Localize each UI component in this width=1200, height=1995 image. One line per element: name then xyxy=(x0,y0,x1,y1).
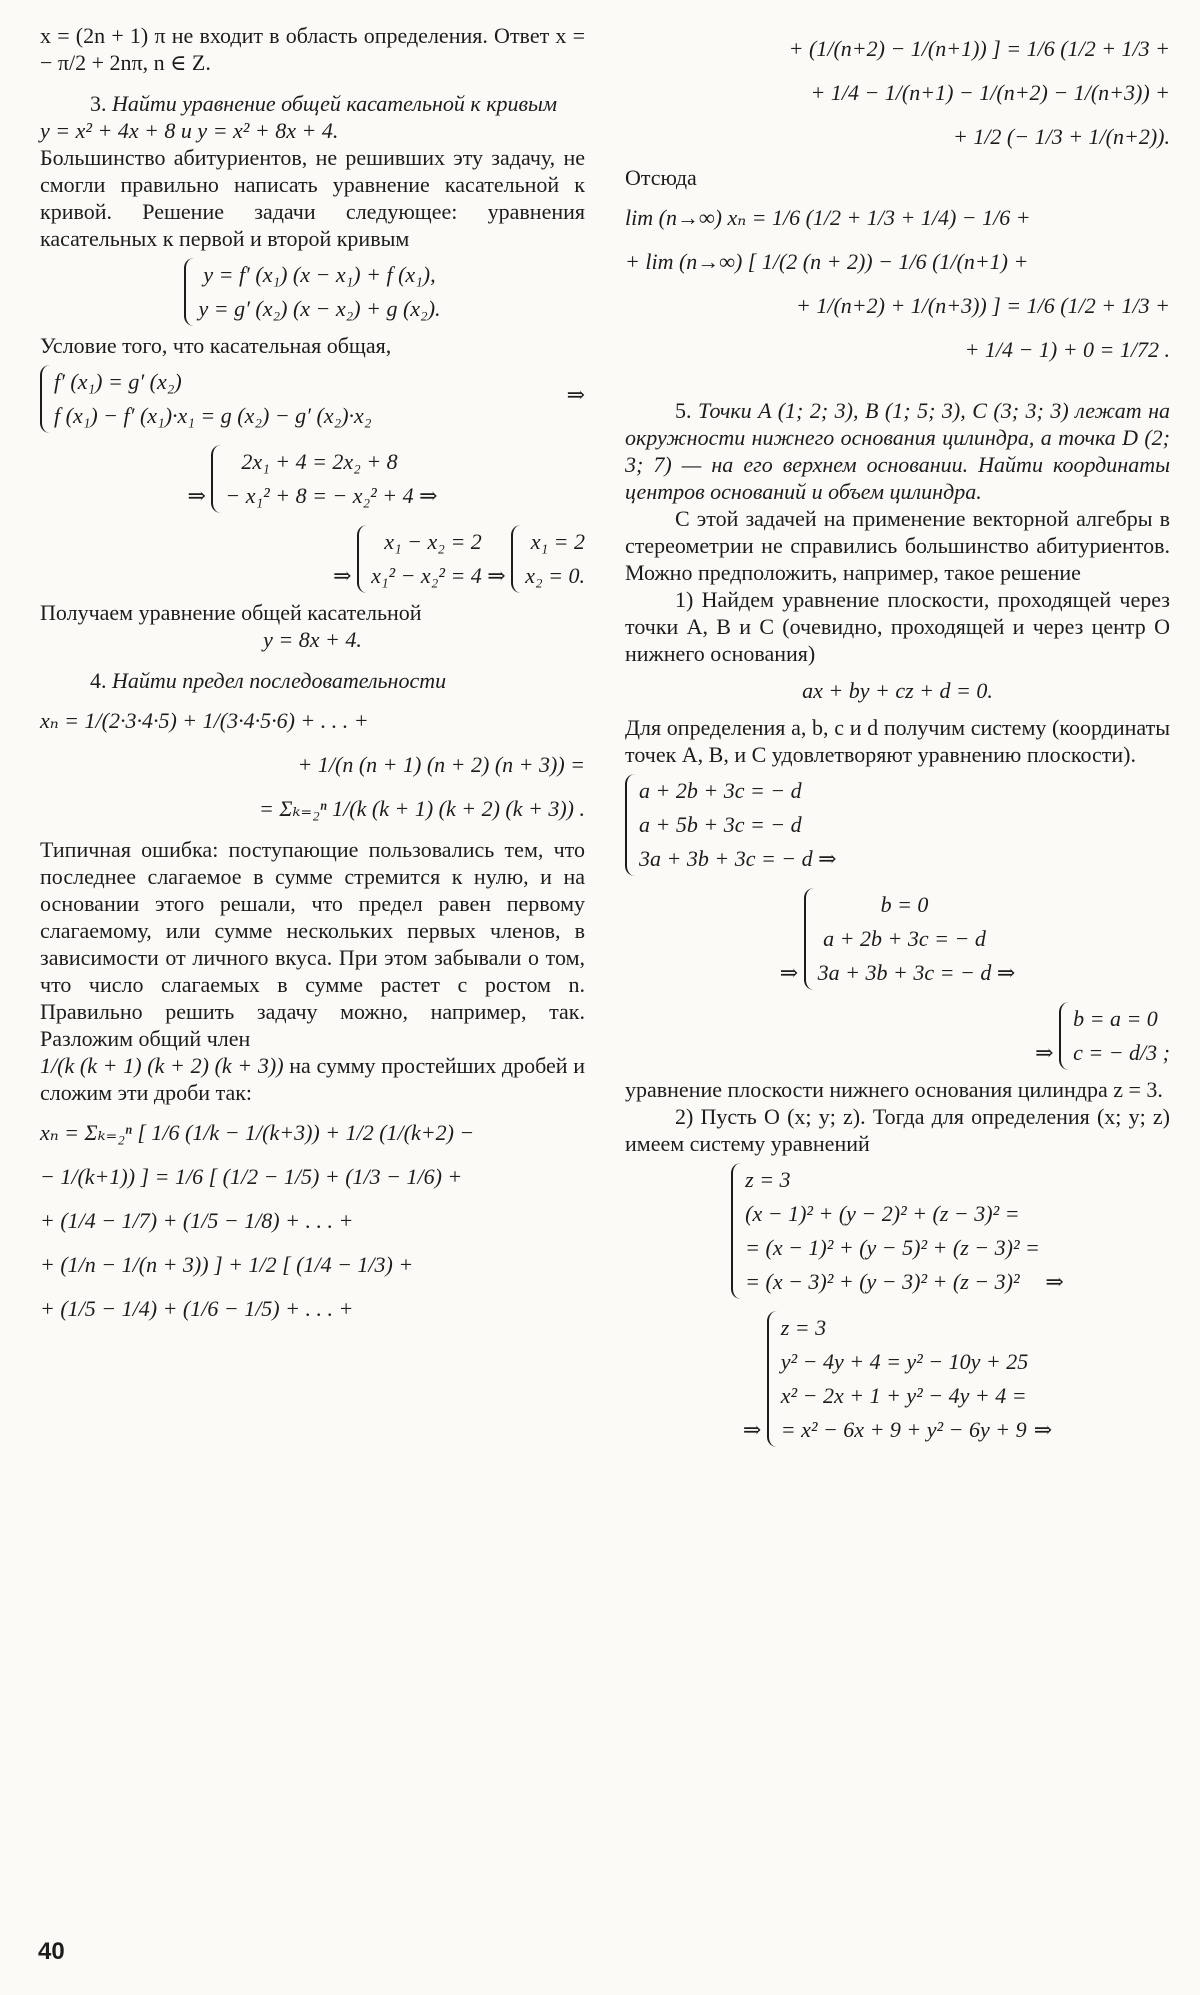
hence-text: Отсюда xyxy=(625,165,697,190)
linear-eq-1: 2x₁ + 4 = 2x₂ + 8 xyxy=(241,449,398,474)
continuation-line-2: + 1/4 − 1/(n+1) − 1/(n+2) − 1/(n+3)) + xyxy=(810,80,1170,105)
task5-text-2: Для определения a, b, c и d получим систему (координаты точек A, B, и C удовлетворяют уравнению плоскости). xyxy=(625,715,1170,767)
center-eq-d1: z = 3 xyxy=(745,1167,791,1192)
implies-arrow: ⇒ xyxy=(487,563,506,588)
page-number: 40 xyxy=(38,1938,65,1965)
task5-number: 5. xyxy=(675,398,692,423)
limit-line-2: + lim (n→∞) [ 1/(2 (n + 2)) − 1/6 (1/(n+1) + xyxy=(625,249,1029,274)
implies-arrow: ⇒ xyxy=(566,382,585,407)
center-eq-d4: = (x − 3)² + (y − 3)² + (z − 3)² xyxy=(745,1269,1020,1294)
task5-text-3: уравнение плоскости нижнего основания цилиндра z = 3. xyxy=(625,1077,1163,1102)
condition-text: Условие того, что касательная общая, xyxy=(40,333,392,358)
task3-title: Найти уравнение общей касательной к кривым xyxy=(112,91,557,116)
condition-system xyxy=(40,365,371,433)
task4-text-2: на сумму простейших дробей и сложим эти дроби так: xyxy=(40,1053,585,1105)
plane-eq-c2: c = − d/3 ; xyxy=(1073,1040,1170,1065)
condition-eq-1: f′ (x₁) = g′ (x₂) xyxy=(54,369,182,394)
step1-text: 1) Найдем уравнение плоскости, проходящей через точки A, B и C (очевидно, проходящей и через центр O нижнего основания) xyxy=(625,587,1170,666)
center-eq-e3: x² − 2x + 1 + y² − 4y + 4 = xyxy=(780,1383,1027,1408)
plane-system-b xyxy=(804,888,992,990)
plane-eq-a2: a + 5b + 3c = − d xyxy=(639,812,802,837)
limit-line-1: lim (n→∞) xₙ = 1/6 (1/2 + 1/3 + 1/4) − 1/6 + xyxy=(625,205,1031,230)
continuation-line-3: + 1/2 (− 1/3 + 1/(n+2)). xyxy=(952,124,1170,149)
plane-eq-b1: b = 0 xyxy=(880,892,929,917)
implies-arrow: ⇒ xyxy=(1045,1269,1064,1294)
step2-text: 2) Пусть O (x; y; z). Тогда для определения (x; y; z) имеем систему уравнений xyxy=(625,1104,1170,1156)
solution-system xyxy=(511,525,585,593)
center-system-d xyxy=(731,1163,1040,1299)
solution-eq-2: x₂ = 0. xyxy=(525,563,585,588)
limit-line-3: + 1/(n+2) + 1/(n+3)) ] = 1/6 (1/2 + 1/3 + xyxy=(796,293,1170,318)
task4-number: 4. xyxy=(90,668,107,693)
center-system-e xyxy=(767,1311,1028,1447)
task5-heading xyxy=(625,397,1170,505)
task4-heading xyxy=(40,667,585,694)
plane-eq-b3: 3a + 3b + 3c = − d xyxy=(817,960,992,985)
sum-line-4: + (1/n − 1/(n + 3)) ] + 1/2 [ (1/4 − 1/3) + xyxy=(40,1252,414,1277)
sum-line-5: + (1/5 − 1/4) + (1/6 − 1/5) + . . . + xyxy=(40,1296,354,1321)
implies-arrow: ⇒ xyxy=(187,483,206,508)
implies-arrow: ⇒ xyxy=(1035,1040,1054,1065)
plane-equation: ax + by + cz + d = 0. xyxy=(802,678,993,703)
implies-arrow: ⇒ xyxy=(818,846,837,871)
center-eq-d3: = (x − 1)² + (y − 5)² + (z − 3)² = xyxy=(745,1235,1040,1260)
task3-number: 3. xyxy=(90,91,107,116)
tangent-system xyxy=(184,258,440,326)
task5-text: С этой задачей на применение векторной алгебры в стереометрии не справились большинство абитуриентов. Можно предположить, например, такое решение xyxy=(625,506,1170,585)
linear-system xyxy=(211,445,413,513)
task4-fraction-line xyxy=(40,1052,585,1106)
task4-text: Типичная ошибка: поступающие пользовались тем, что последнее слагаемое в сумме стремится к нулю, и на основании этого решали, что предел равен первому слагаемому, или сумме нескольких первых членов, в зависимости от личного вкуса. При этом забывали о том, что число слагаемых в сумме растет с ростом n. Правильно решить задачу можно, например, так. Разложим общий член xyxy=(40,837,585,1051)
task5-title: Точки A (1; 2; 3), B (1; 5; 3), C (3; 3; 3) лежат на окружности нижнего основания цилиндра, а точка D (2; 3; 7) — на его верхнем основании. Найти координаты центров оснований и объем цилиндра. xyxy=(625,398,1170,504)
implies-arrow: ⇒ xyxy=(996,960,1016,985)
tangent-eq-2: y = g′ (x₂) (x − x₂) + g (x₂). xyxy=(198,296,441,321)
sum-line-3: + (1/4 − 1/7) + (1/5 − 1/8) + . . . + xyxy=(40,1208,354,1233)
right-column xyxy=(625,22,1170,1453)
plane-system-c xyxy=(1059,1002,1170,1070)
sum-line-1: xₙ = Σₖ₌₂ⁿ [ 1/6 (1/k − 1/(k+3)) + 1/2 (1/(k+2) − xyxy=(40,1120,475,1145)
plane-eq-a3: 3a + 3b + 3c = − d xyxy=(639,846,813,871)
general-term-fraction: 1/(k (k + 1) (k + 2) (k + 3)) xyxy=(40,1053,284,1078)
difference-system xyxy=(357,525,482,593)
task3-heading xyxy=(40,90,585,117)
sequence-line-1: xₙ = 1/(2·3·4·5) + 1/(3·4·5·6) + . . . + xyxy=(40,708,369,733)
center-eq-e1: z = 3 xyxy=(780,1315,827,1340)
implies-arrow: ⇒ xyxy=(1033,1417,1053,1442)
difference-eq-2: x₁² − x₂² = 4 xyxy=(371,563,482,588)
sequence-line-2: + 1/(n (n + 1) (n + 2) (n + 3)) = xyxy=(297,752,585,777)
implies-arrow: ⇒ xyxy=(742,1417,762,1442)
implies-arrow: ⇒ xyxy=(779,960,799,985)
plane-eq-a1: a + 2b + 3c = − d xyxy=(639,778,802,803)
tangent-eq-1: y = f′ (x₁) (x − x₁) + f (x₁), xyxy=(203,262,436,287)
difference-eq-1: x₁ − x₂ = 2 xyxy=(384,529,482,554)
solution-eq-1: x₁ = 2 xyxy=(530,529,585,554)
implies-arrow: ⇒ xyxy=(419,483,438,508)
center-eq-d2: (x − 1)² + (y − 2)² + (z − 3)² = xyxy=(745,1201,1020,1226)
intro-text: x = (2n + 1) π не входит в область определения. Ответ x = − π/2 + 2nπ, n ∈ Z. xyxy=(40,23,585,75)
limit-line-4: + 1/4 − 1) + 0 = 1/72 . xyxy=(964,337,1170,362)
result-equation: y = 8x + 4. xyxy=(263,627,362,652)
task4-title: Найти предел последовательности xyxy=(112,668,447,693)
task3-text: Большинство абитуриентов, не решивших эту задачу, не смогли правильно написать уравнение касательной к кривой. Решение задачи следующее: уравнения касательных к первой и второй кривым xyxy=(40,145,585,251)
sum-line-2: − 1/(k+1)) ] = 1/6 [ (1/2 − 1/5) + (1/3 − 1/6) + xyxy=(40,1164,463,1189)
task3-curves: y = x² + 4x + 8 и y = x² + 8x + 4. xyxy=(40,118,339,143)
continuation-line-1: + (1/(n+2) − 1/(n+1)) ] = 1/6 (1/2 + 1/3 + xyxy=(788,36,1170,61)
left-column xyxy=(40,22,585,1336)
plane-eq-b2: a + 2b + 3c = − d xyxy=(823,926,986,951)
result-text: Получаем уравнение общей касательной xyxy=(40,600,422,625)
center-eq-e2: y² − 4y + 4 = y² − 10y + 25 xyxy=(780,1349,1029,1374)
sequence-line-3: = Σₖ₌₂ⁿ 1/(k (k + 1) (k + 2) (k + 3)) . xyxy=(259,796,585,821)
condition-eq-2: f (x₁) − f′ (x₁)·x₁ = g (x₂) − g′ (x₂)·x₂ xyxy=(54,403,372,428)
center-eq-e4: = x² − 6x + 9 + y² − 6y + 9 xyxy=(780,1417,1027,1442)
plane-eq-c1: b = a = 0 xyxy=(1073,1006,1158,1031)
linear-eq-2: − x₁² + 8 = − x₂² + 4 xyxy=(225,483,414,508)
plane-system-a xyxy=(625,774,813,876)
implies-arrow: ⇒ xyxy=(333,563,352,588)
